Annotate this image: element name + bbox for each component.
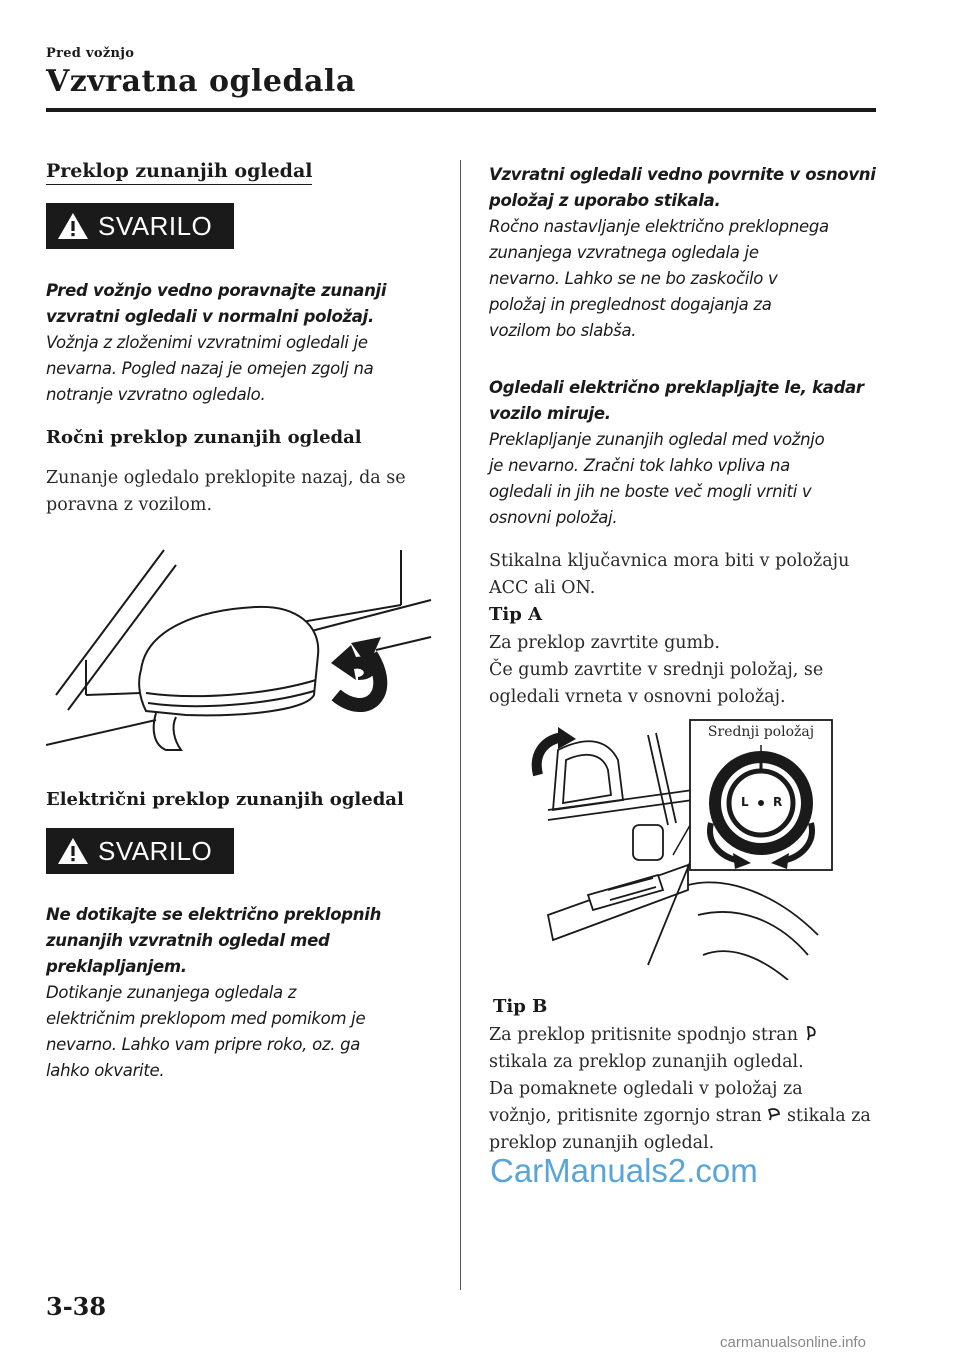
- warning-2-line-2: električnim preklopom med pomikom je: [46, 1009, 366, 1028]
- type-a-text: [489, 630, 889, 711]
- mirror-unfold-symbol-icon: [767, 1106, 781, 1122]
- manual-line-2: poravna z vozilom.: [46, 495, 213, 515]
- type-b-line-2: stikala za preklop zunanjih ogledal.: [489, 1052, 804, 1072]
- warning-2-line-3: nevarno. Lahko vam pripre roko, oz. ga: [46, 1035, 361, 1054]
- warning-badge-1: [46, 203, 234, 249]
- warning-triangle-icon: [56, 836, 90, 866]
- warning-3-line-5: vozilom bo slabša.: [489, 321, 637, 340]
- warning-label: SVARILO: [98, 835, 213, 866]
- ignition-line-1: Stikalna ključavnica mora biti v položaju: [489, 551, 850, 571]
- mirror-fold-symbol-icon: [804, 1025, 818, 1041]
- type-b-title: Tip B: [493, 996, 548, 1017]
- warning-3-line-3: nevarno. Lahko se ne bo zaskočilo v: [489, 269, 778, 288]
- warning-2-line-4: lahko okvarite.: [46, 1061, 165, 1080]
- electric-fold-title: Električni preklop zunanjih ogledal: [46, 789, 404, 810]
- warning-3-bold-1: Vzvratni ogledali vedno povrnite v osnovni: [489, 165, 876, 184]
- type-a-line-3: ogledali vrneta v osnovni položaj.: [489, 687, 786, 707]
- warning-1-bold-2: vzvratni ogledali v normalni položaj.: [46, 307, 374, 326]
- manual-fold-title: Ročni preklop zunanjih ogledal: [46, 427, 362, 448]
- warning-4-line-4: osnovni položaj.: [489, 508, 618, 527]
- footer-url: carmanualsonline.info: [720, 1334, 866, 1351]
- mirror-switch-figure: [528, 715, 838, 980]
- page-title: Vzvratna ogledala: [46, 64, 356, 99]
- warning-1-line-2: nevarna. Pogled nazaj je omejen zgolj na: [46, 359, 374, 378]
- ignition-text: [489, 548, 889, 602]
- warning-2-bold-3: preklapljanjem.: [46, 957, 187, 976]
- warning-4-line-1: Preklapljanje zunanjih ogledal med vožnjo: [489, 430, 825, 449]
- watermark: CarManuals2.com: [490, 1152, 758, 1189]
- page-number: 3-38: [46, 1292, 107, 1321]
- type-b-line-4: [489, 1103, 909, 1130]
- mirror-fold-illustration: [46, 545, 446, 765]
- section-title: Preklop zunanjih ogledal: [46, 160, 312, 185]
- type-a-title: Tip A: [489, 604, 543, 625]
- column-divider: [460, 160, 461, 1290]
- warning-1-bold-1: Pred vožnjo vedno poravnajte zunanji: [46, 281, 387, 300]
- warning-4-bold-2: vozilo miruje.: [489, 404, 611, 423]
- warning-3-line-1: Ročno nastavljanje električno preklopnega: [489, 217, 829, 236]
- warning-1-line-1: Vožnja z zloženimi vzvratnimi ogledali je: [46, 333, 368, 352]
- figure-label-center-position: Srednji položaj: [707, 724, 815, 740]
- warning-3-line-2: zunanjega vzvratnega ogledala je: [489, 243, 759, 262]
- warning-1-text: [46, 278, 446, 408]
- warning-label: SVARILO: [98, 210, 213, 241]
- warning-4-line-2: je nevarno. Zračni tok lahko vpliva na: [489, 456, 790, 475]
- warning-3-text: [489, 162, 889, 344]
- warning-3-bold-2: položaj z uporabo stikala.: [489, 191, 721, 210]
- type-b-line-4b: stikala za: [786, 1106, 871, 1126]
- warning-4-line-3: ogledali in jih ne boste več mogli vrniti v: [489, 482, 812, 501]
- type-b-line-1: [489, 1022, 909, 1049]
- knob-right-label: R: [773, 795, 783, 809]
- manual-line-1: Zunanje ogledalo preklopite nazaj, da se: [46, 468, 406, 488]
- warning-2-line-1: Dotikanje zunanjega ogledala z: [46, 983, 297, 1002]
- type-b-line-1-text: Za preklop pritisnite spodnjo stran: [489, 1025, 798, 1045]
- type-a-line-2: Če gumb zavrtite v srednji položaj, se: [489, 660, 824, 680]
- warning-2-bold-2: zunanjih vzvratnih ogledal med: [46, 931, 330, 950]
- type-b-line-3: Da pomaknete ogledali v položaj za: [489, 1079, 803, 1099]
- type-a-line-1: Za preklop zavrtite gumb.: [489, 633, 720, 653]
- type-b-line-4a: vožnjo, pritisnite zgornjo stran: [489, 1106, 762, 1126]
- warning-badge-2: [46, 828, 234, 874]
- warning-1-line-3: notranje vzvratno ogledalo.: [46, 385, 266, 404]
- breadcrumb: Pred vožnjo: [46, 46, 135, 61]
- warning-3-line-4: položaj in preglednost dogajanja za: [489, 295, 772, 314]
- ignition-line-2: ACC ali ON.: [489, 578, 596, 598]
- knob-left-label: L: [741, 795, 749, 809]
- warning-triangle-icon: [56, 211, 90, 241]
- warning-4-text: [489, 375, 889, 531]
- manual-fold-text: [46, 465, 446, 519]
- type-b-line-5: preklop zunanjih ogledal.: [489, 1133, 715, 1153]
- title-rule: [46, 108, 876, 112]
- warning-4-bold-1: Ogledali električno preklapljajte le, kadar: [489, 378, 864, 397]
- warning-2-bold-1: Ne dotikajte se električno preklopnih: [46, 905, 382, 924]
- type-b-text: [489, 1022, 909, 1157]
- warning-2-text: [46, 902, 446, 1084]
